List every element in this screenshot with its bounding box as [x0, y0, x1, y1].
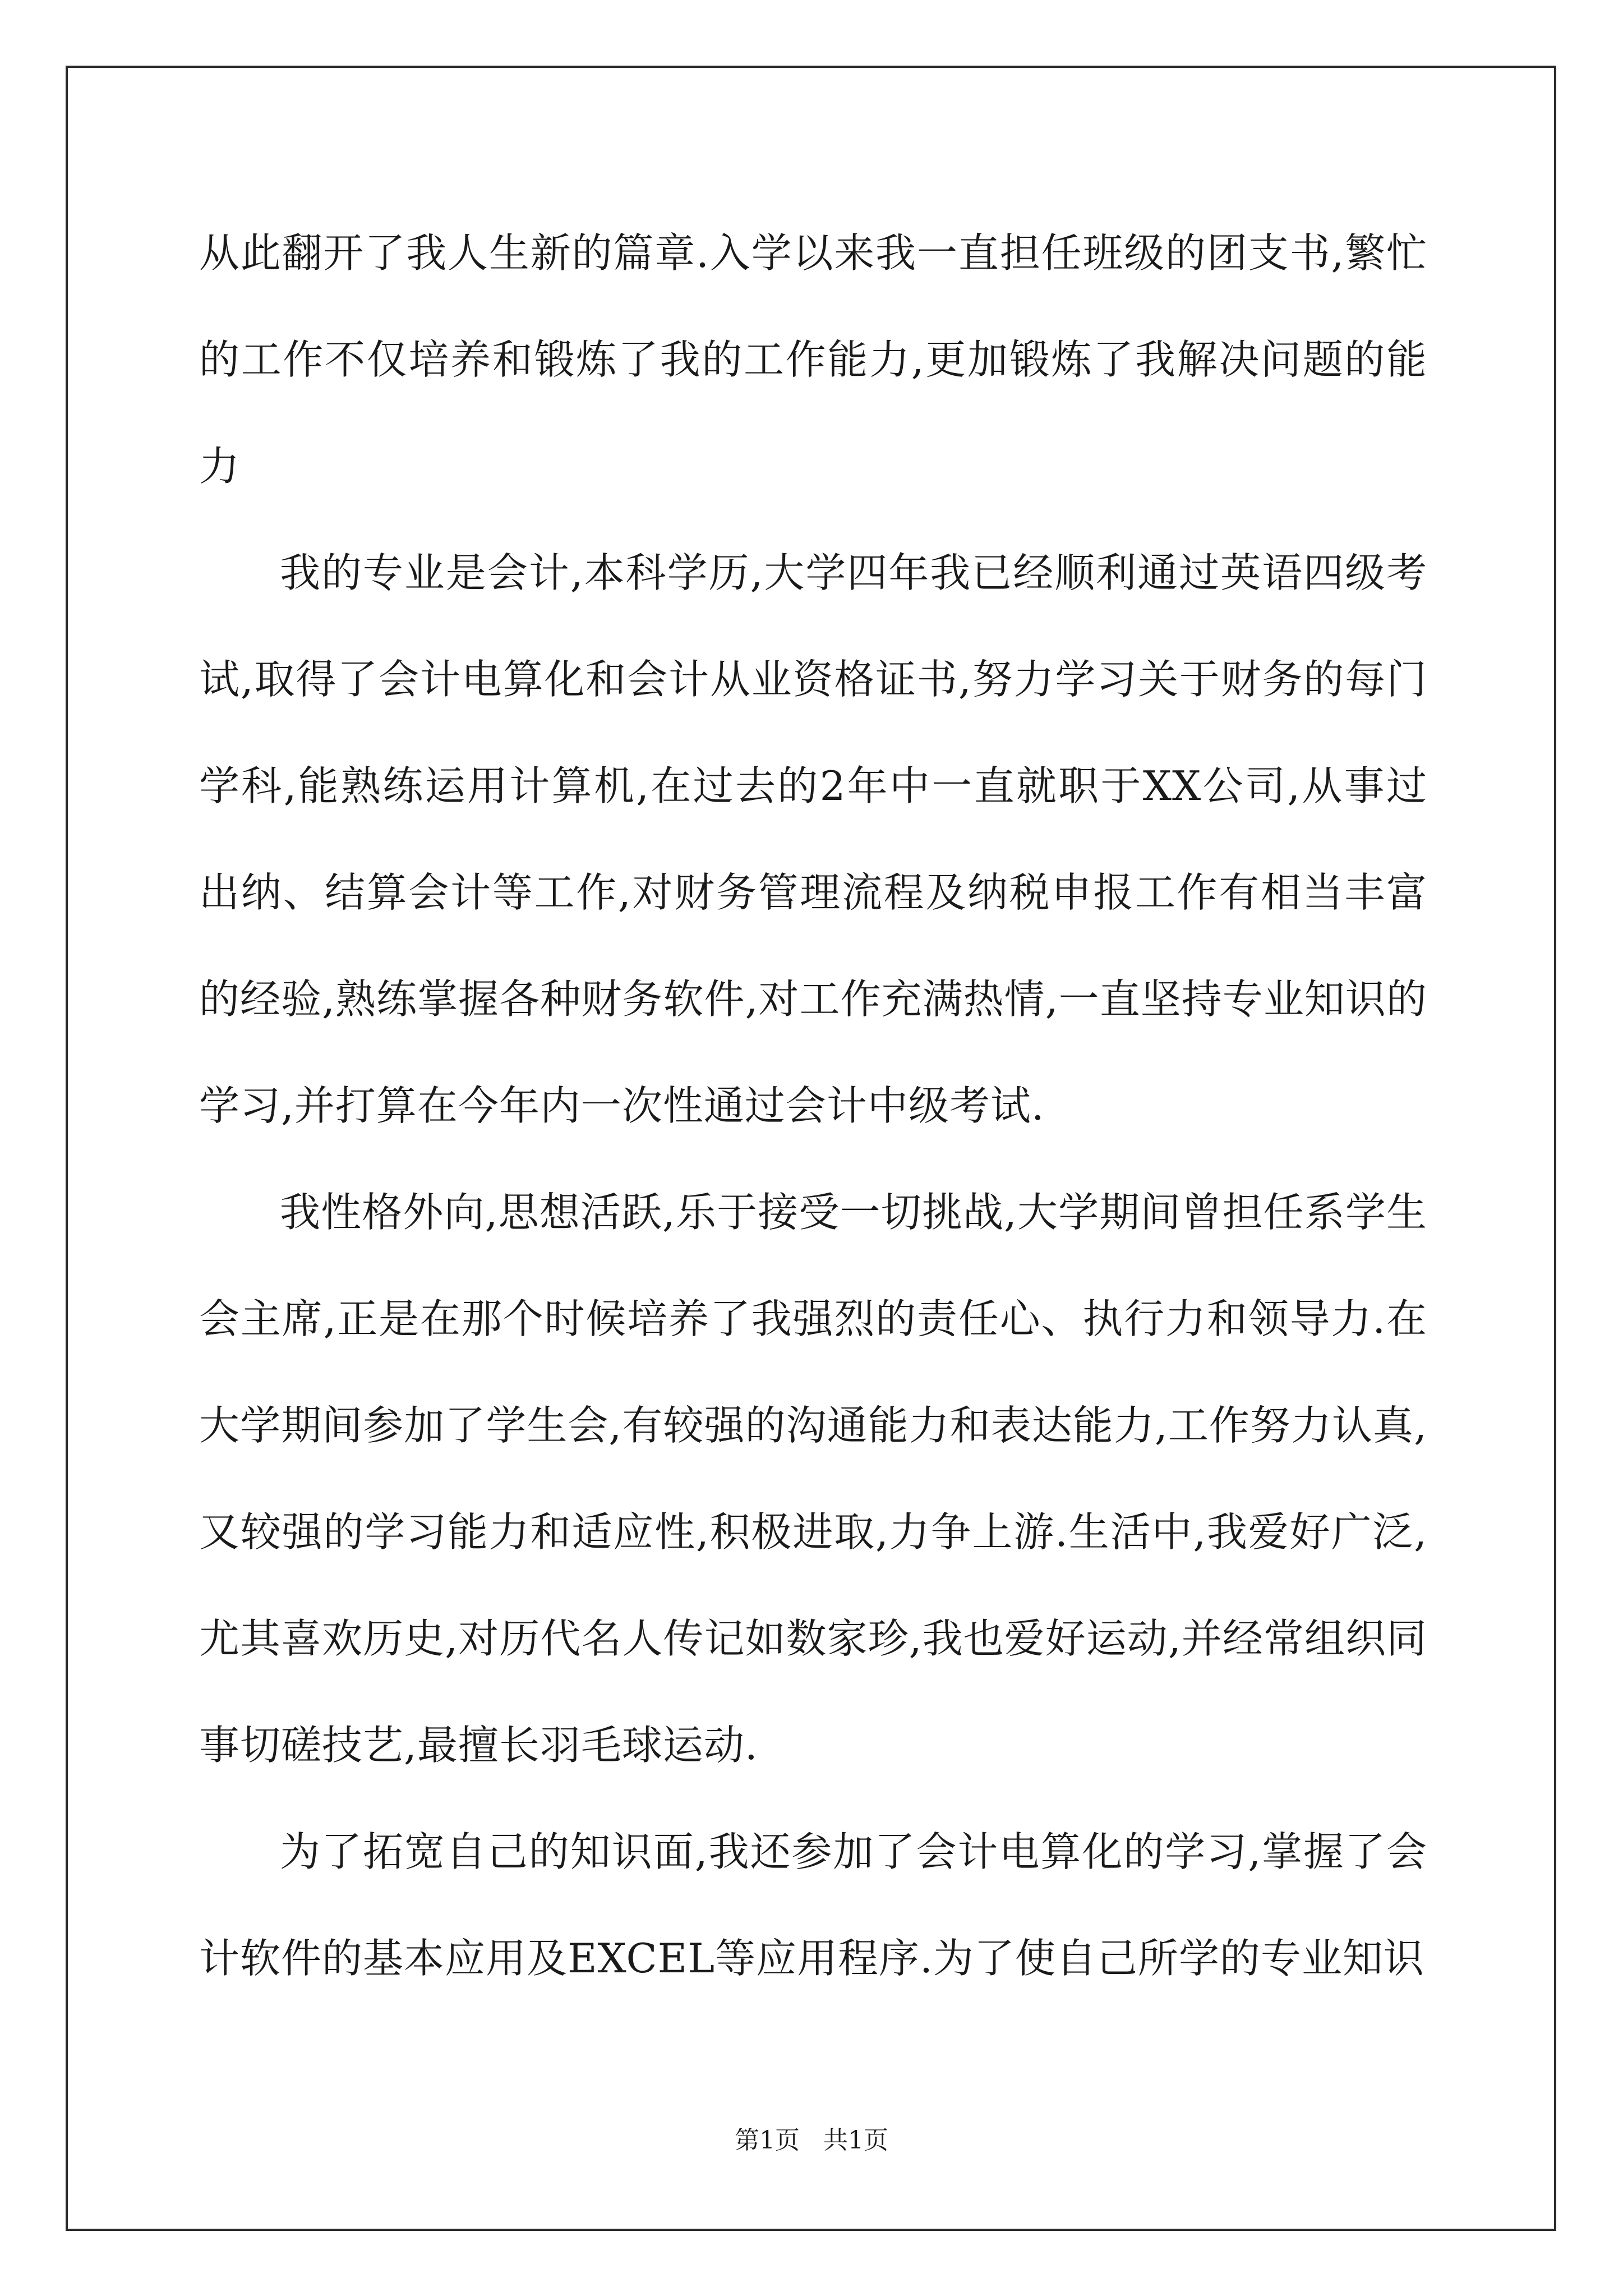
paragraph-2: 我的专业是会计,本科学历,大学四年我已经顺利通过英语四级考试,取得了会计电算化和会计从业资格证书,努力学习关于财务的每门学科,能熟练运用计算机,在过去的2年中一直就职于XX公司,从事过出纳、结算会计等工作,对财务管理流程及纳税申报工作有相当丰富的经验,熟练掌握各种财务软件,对工作充满热情,一直坚持专业知识的学习,并打算在今年内一次性通过会计中级考试.: [199, 549, 1427, 1129]
paragraph-3: 我性格外向,思想活跃,乐于接受一切挑战,大学期间曾担任系学生会主席,正是在那个时候培养了我强烈的责任心、执行力和领导力.在大学期间参加了学生会,有较强的沟通能力和表达能力,工作努力认真,又较强的学习能力和适应性,积极进取,力争上游.生活中,我爱好广泛,尤其喜欢历史,对历代名人传记如数家珍,我也爱好运动,并经常组织同事切磋技艺,最擅长羽毛球运动.: [199, 1189, 1427, 1769]
paragraph-1: 从此翻开了我人生新的篇章.入学以来我一直担任班级的团支书,繁忙的工作不仅培养和锻炼了我的工作能力,更加锻炼了我解决问题的能力: [199, 229, 1427, 490]
document-body: [199, 200, 1427, 2012]
page-number-footer: 第1页 共1页: [735, 2126, 888, 2155]
paragraph-4: 为了拓宽自己的知识面,我还参加了会计电算化的学习,掌握了会计软件的基本应用及EXCEL等应用程序.为了使自己所学的专业知识: [199, 1828, 1427, 1982]
